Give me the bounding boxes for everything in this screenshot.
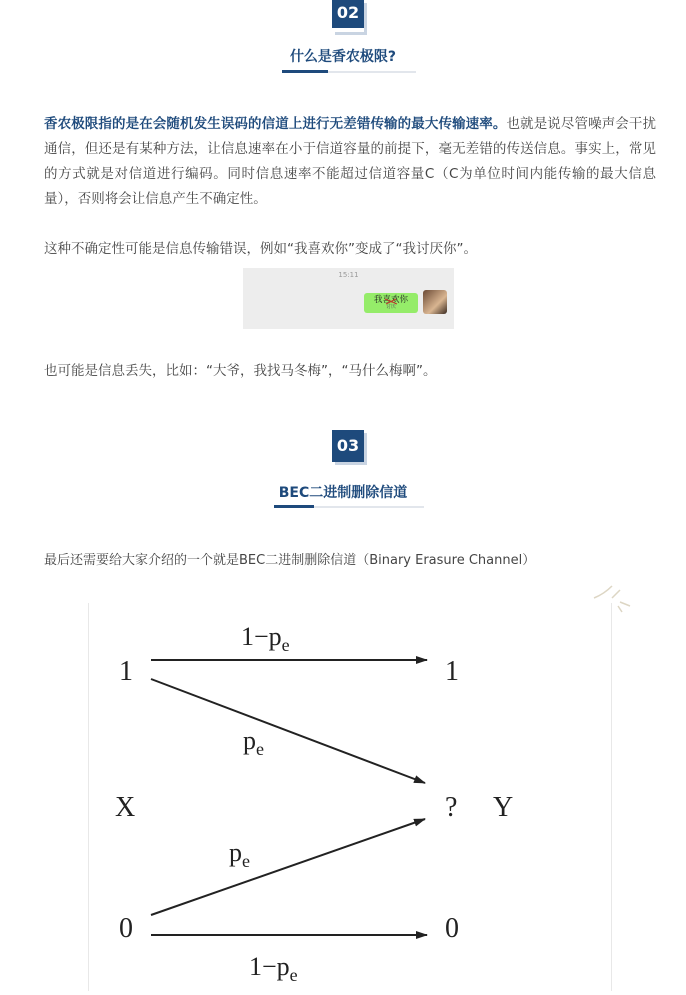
chat-correction-text: 讨厌 [385,304,396,310]
edge-label-erase-bottom [229,838,250,871]
output-label-y: Y [493,792,514,823]
avatar [423,290,447,314]
section-number-badge: 03 [332,430,364,462]
paragraph-shannon-limit [44,112,656,212]
paragraph-loss-example: 也可能是信息丢失，比如：“大爷，我找马冬梅”，“马什么梅啊”。 [44,363,437,379]
edge-label-keep-top [241,622,290,655]
edge-1-to-erasure [151,679,425,783]
input-node-1: 1 [119,656,133,687]
edge-label-subscript: e [281,635,290,655]
chat-screenshot [243,268,454,329]
output-node-0: 0 [445,913,459,944]
edge-label-subscript: e [256,739,264,759]
input-node-0: 0 [119,913,133,944]
edge-label-subscript: e [242,851,250,871]
output-node-erasure: ? [445,792,458,823]
section-title: BEC二进制删除信道 [278,485,408,501]
paragraph-error-example: 这种不确定性可能是信息传输错误，例如“我喜欢你”变成了“我讨厌你”。 [44,241,477,257]
section-title: 什么是香农极限? [289,49,397,65]
chat-message-bubble [364,293,418,313]
bec-diagram-svg [89,603,611,991]
edge-label-erase-top [243,726,264,759]
edge-label-keep-bottom [249,952,298,985]
section-title-underline [282,71,416,73]
edge-label-keep-text: 1−p [249,952,290,981]
paragraph-bec-intro: 最后还需要给大家介绍的一个就是BEC二进制删除信道（Binary Erasure Channel） [44,553,536,568]
edge-label-subscript: e [289,965,298,985]
edge-0-to-erasure [151,819,425,915]
edge-label-erase-text: p [243,726,256,755]
paragraph-emphasis: 香农极限指的是在会随机发生误码的信道上进行无差错传输的最大传输速率。 [44,116,507,132]
chat-message-text: 我喜欢你 [373,295,408,305]
section-number-badge: 02 [332,0,364,28]
input-label-x: X [115,792,136,823]
output-node-1: 1 [445,656,459,687]
paragraph-text: 也就是说尽管噪声会干扰通信，但还是有某种方法，让信息速率在小于信道容量的前提下，毫无差错的传送信息。事实上，常见的方式就是对信道进行编码。同时信息速率不能超过信道容量C（C为单位时间内能传输的最大信息量），否则将会让信息产生不确定性。 [44,116,657,207]
section-title-underline [274,506,424,508]
edge-label-erase-text: p [229,838,242,867]
bec-channel-diagram [88,603,612,991]
edge-label-keep-text: 1−p [241,622,282,651]
chat-timestamp: 15:11 [338,271,359,279]
